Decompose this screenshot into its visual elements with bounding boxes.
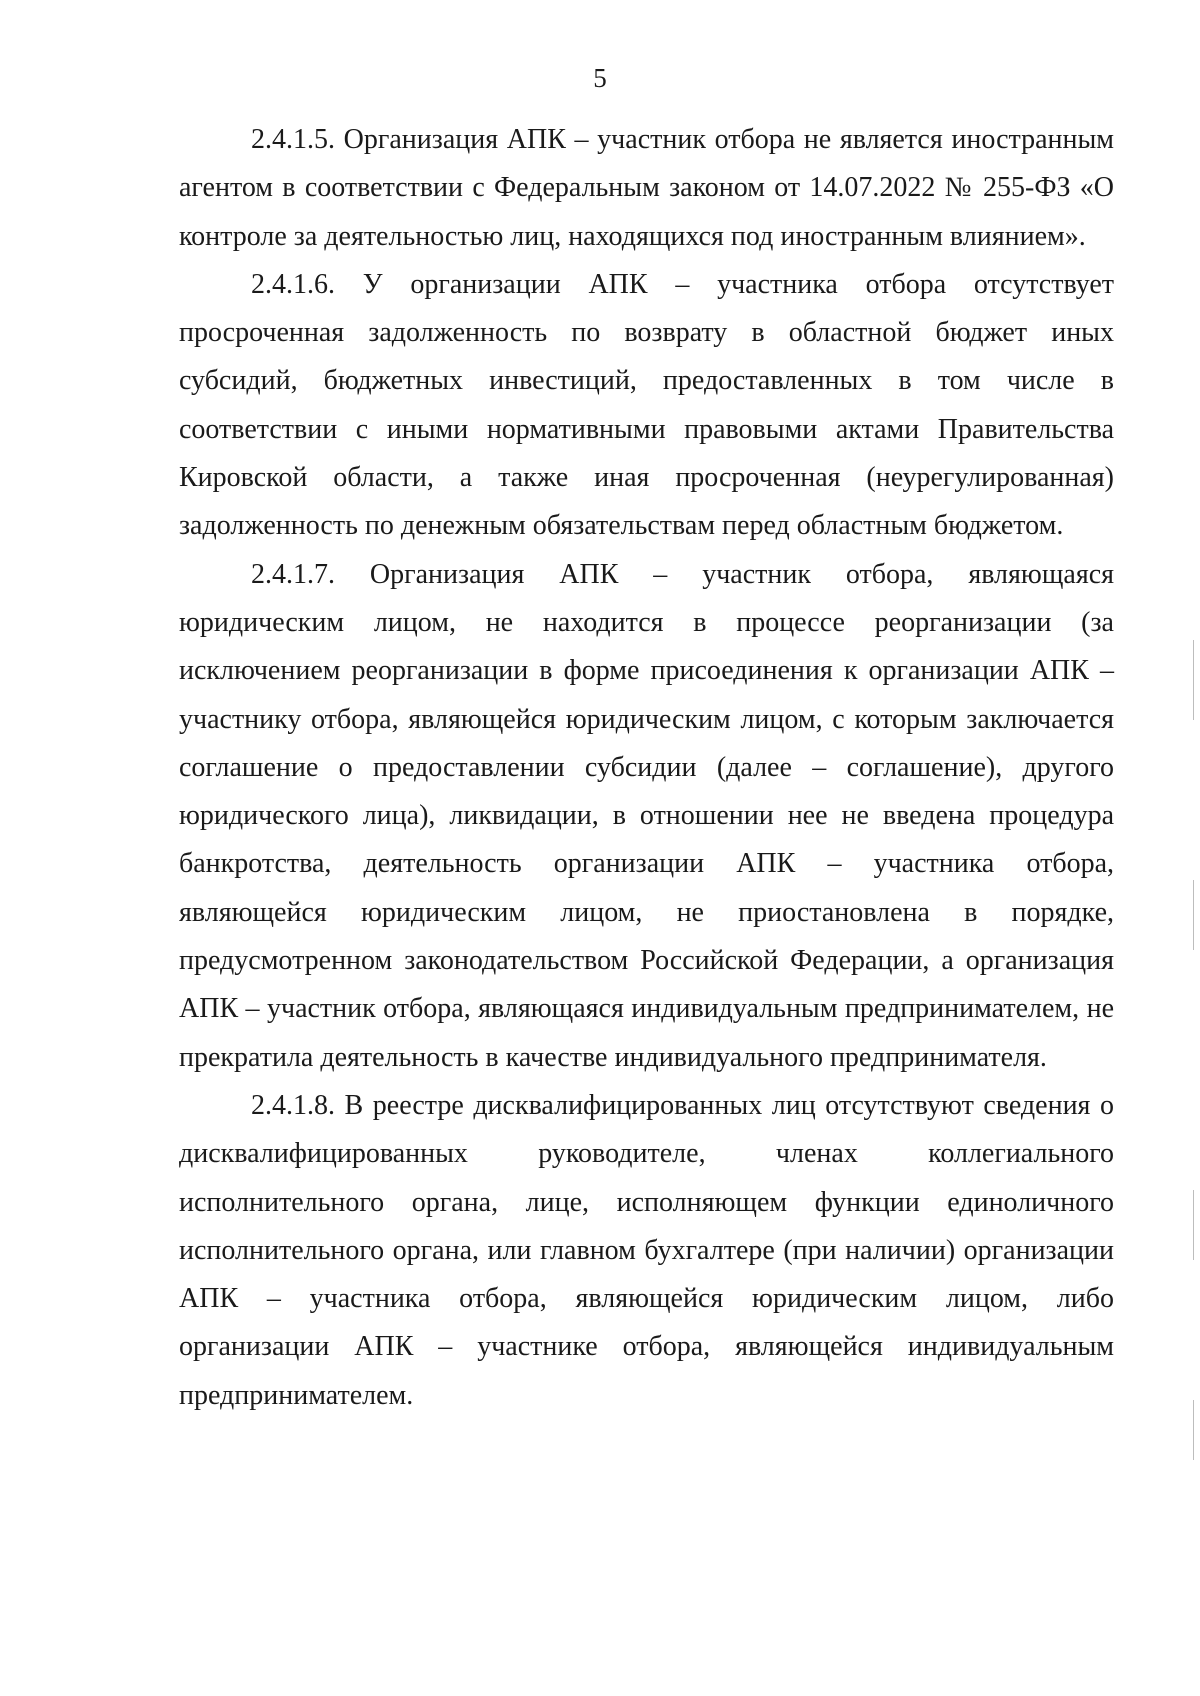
scan-artifact-line: [1193, 1190, 1194, 1260]
document-body: [179, 116, 1114, 1420]
page-number: 5: [593, 63, 607, 93]
scan-artifact-line: [1193, 880, 1194, 950]
scan-artifact-line: [1193, 640, 1194, 720]
paragraph-2-4-1-8: 2.4.1.8. В реестре дисквалифицированных лиц отсутствуют сведения о дисквалифицированных руководителе, членах коллегиального исполнительного органа, лице, исполняющем функции единоличного исполнительного органа, или главном бухгалтере (при наличии) организации АПК – участника отбора, являющейся юридическим лицом, либо организации АПК – участнике отбора, являющейся индивидуальным предпринимателем.: [179, 1089, 1114, 1411]
paragraph-2-4-1-7: 2.4.1.7. Организация АПК – участник отбора, являющаяся юридическим лицом, не находится в процессе реорганизации (за исключением реорганизации в форме присоединения к организации АПК – участнику отбора, являющейся юридическим лицом, с которым заключается соглашение о предоставлении субсидии (далее – соглашение), другого юридического лица), ликвидации, в отношении нее не введена процедура банкротства, деятельность организации АПК – участника отбора, являющейся юридическим лицом, не приостановлена в порядке, предусмотренном законодательством Российской Федерации, а организация АПК – участник отбора, являющаяся индивидуальным предпринимателем, не прекратила деятельность в качестве индивидуального предпринимателя.: [179, 558, 1114, 1073]
scan-artifact-line: [1193, 1400, 1194, 1460]
paragraph-2-4-1-5: 2.4.1.5. Организация АПК – участник отбора не является иностранным агентом в соответствии с Федеральным законом от 14.07.2022 № 255-ФЗ «О контроле за деятельностью лиц, находящихся под иностранным влиянием».: [179, 124, 1114, 252]
paragraph-2-4-1-6: 2.4.1.6. У организации АПК – участника отбора отсутствует просроченная задолженность по возврату в областной бюджет иных субсидий, бюджетных инвестиций, предоставленных в том числе в соответствии с иными нормативными правовыми актами Правительства Кировской области, а также иная просроченная (неурегулированная) задолженность по денежным обязательствам перед областным бюджетом.: [179, 268, 1114, 542]
